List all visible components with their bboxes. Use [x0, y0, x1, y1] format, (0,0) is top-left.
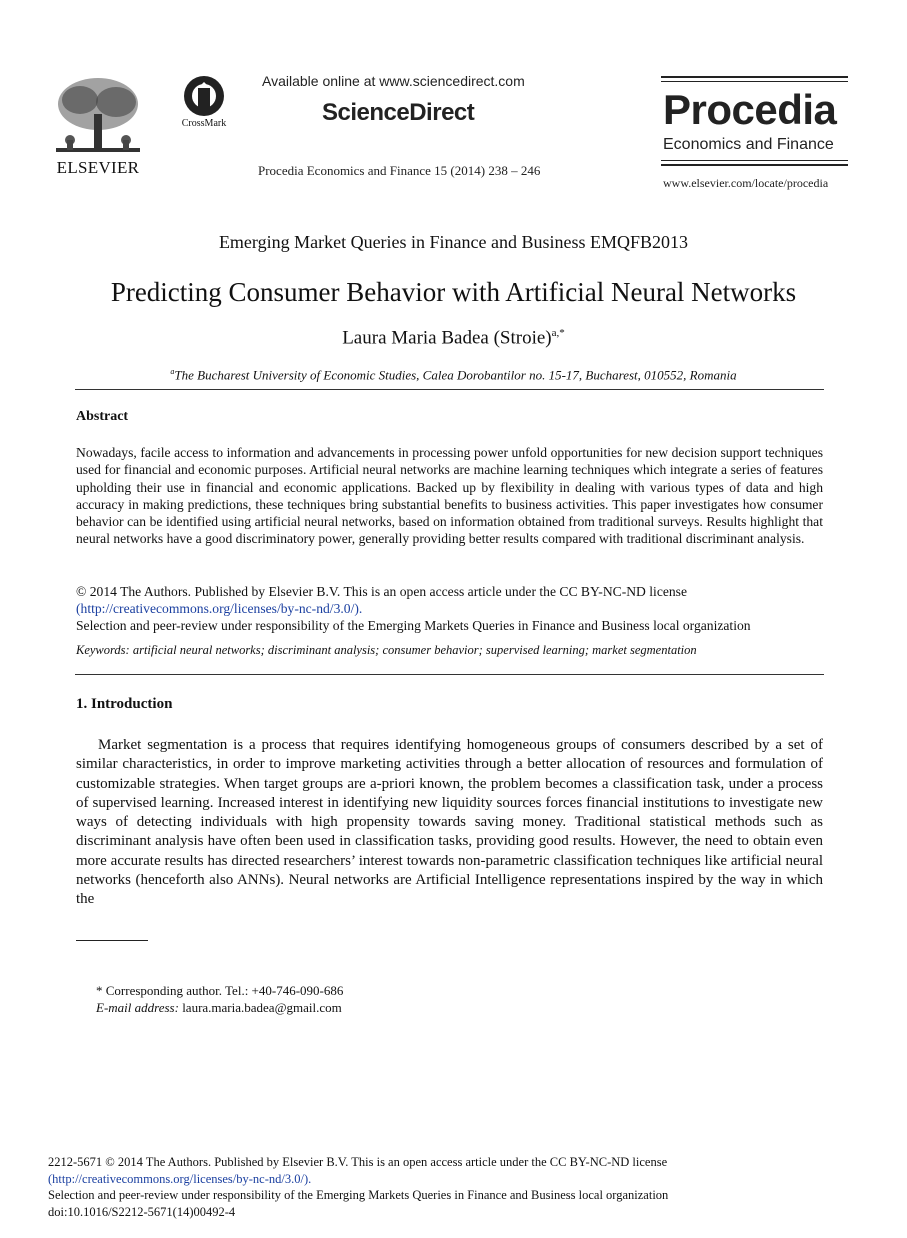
elsevier-logo — [50, 74, 146, 178]
issn-line: 2212-5671 © 2014 The Authors. Published by Elsevier B.V. This is an open access article under the CC BY-NC-ND license — [48, 1155, 668, 1169]
article-title: Predicting Consumer Behavior with Artificial Neural Networks — [110, 277, 797, 307]
footnote-rule — [76, 940, 148, 941]
procedia-top-rule — [661, 76, 848, 78]
conference-name: Emerging Market Queries in Finance and Business EMQFB2013 — [218, 232, 689, 252]
crossmark-logo[interactable] — [176, 74, 232, 134]
procedia-title: Procedia — [663, 86, 837, 133]
email-label: E-mail address: — [96, 1000, 179, 1015]
introduction-text: Market segmentation is a process that requires identifying homogeneous groups of consumers described by a set of similar characteristics, in order to improve marketing activities through a better allocation of resources and formulation of customizable strategies. When target groups are a-priori known, the problem becomes a classification task, under a process of supervised learning. Increased interest in identifying new liquidity sources forces financial institutions to investigate new ways of detecting individuals with high propensity towards saving money. Traditional statistical methods such as discriminant analysis have often been used in classification tasks, providing good results. However, the need to obtain even more accurate results has directed researchers’ interest towards non-parametric classification techniques like artificial neural networks (henceforth also ANNs). Neural networks are Artificial Intelligence representations inspired by the way in which the — [76, 737, 823, 908]
page-footer — [48, 1154, 868, 1220]
crossmark-label: CrossMark — [181, 118, 227, 129]
affiliation — [0, 367, 907, 383]
footer-review-line: Selection and peer-review under responsibility of the Emerging Markets Queries in Finance and Business local organization — [48, 1188, 669, 1202]
email-address[interactable]: laura.maria.badea@gmail.com — [182, 1000, 342, 1015]
abstract-copyright — [76, 583, 836, 634]
abstract-top-rule — [75, 389, 824, 390]
sciencedirect-logo: ScienceDirect — [322, 99, 475, 126]
email-footnote — [96, 1000, 342, 1016]
review-line: Selection and peer-review under responsibility of the Emerging Markets Queries in Finance and Business local organization — [76, 618, 751, 633]
author-name: Laura Maria Badea (Stroie) — [342, 327, 552, 349]
procedia-top-rule-thin — [661, 81, 848, 82]
journal-reference: Procedia Economics and Finance 15 (2014) 238 – 246 — [258, 163, 541, 178]
section-heading: 1. Introduction — [76, 696, 173, 712]
affiliation-mark: a — [170, 367, 175, 376]
procedia-subtitle: Economics and Finance — [663, 136, 834, 153]
abstract-text: Nowadays, facile access to information and advancements in processing power unfold opportunities for new decision support techniques used for financial and economic purposes. Artificial neural networks are machine learning techniques which integrate a series of features upholding their use in financial and economic applications. Backed up by flexibility in dealing with various types of data and high accuracy in making predictions, these techniques bring substantial benefits to business activities. This paper investigates how consumer behavior can be identified using artificial neural networks, based on information obtained from traditional surveys. Results highlight that neural networks have a good discriminatory power, generally providing better results compared with traditional discriminant analysis. — [76, 445, 823, 547]
publisher-name: ELSEVIER — [56, 158, 140, 177]
elsevier-tree-icon — [50, 74, 146, 160]
procedia-bottom-rule — [661, 160, 848, 161]
procedia-bottom-rule-thick — [661, 164, 848, 166]
abstract-bottom-rule — [75, 674, 824, 675]
footer-license-link[interactable]: (http://creativecommons.org/licenses/by-nc-nd/3.0/). — [48, 1171, 312, 1186]
available-online: Available online at www.sciencedirect.com — [262, 73, 525, 89]
keywords: Keywords: artificial neural networks; discriminant analysis; consumer behavior; supervised learning; market segmentation — [76, 643, 697, 657]
author-line — [0, 327, 907, 349]
doi[interactable]: doi:10.1016/S2212-5671(14)00492-4 — [48, 1204, 236, 1219]
journal-url[interactable]: www.elsevier.com/locate/procedia — [663, 176, 829, 190]
affiliation-text: The Bucharest University of Economic Studies, Calea Dorobantilor no. 15-17, Bucharest, 010552, Romania — [174, 367, 737, 383]
abstract-heading: Abstract — [76, 409, 129, 424]
corresponding-author: * Corresponding author. Tel.: +40-746-090-686 — [96, 983, 344, 998]
license-link[interactable]: (http://creativecommons.org/licenses/by-nc-nd/3.0/). — [76, 601, 363, 616]
author-marks: a,* — [551, 327, 565, 339]
procedia-logo — [661, 76, 848, 192]
copyright-line: © 2014 The Authors. Published by Elsevier B.V. This is an open access article under the CC BY-NC-ND license — [76, 584, 688, 599]
crossmark-icon — [176, 74, 232, 120]
